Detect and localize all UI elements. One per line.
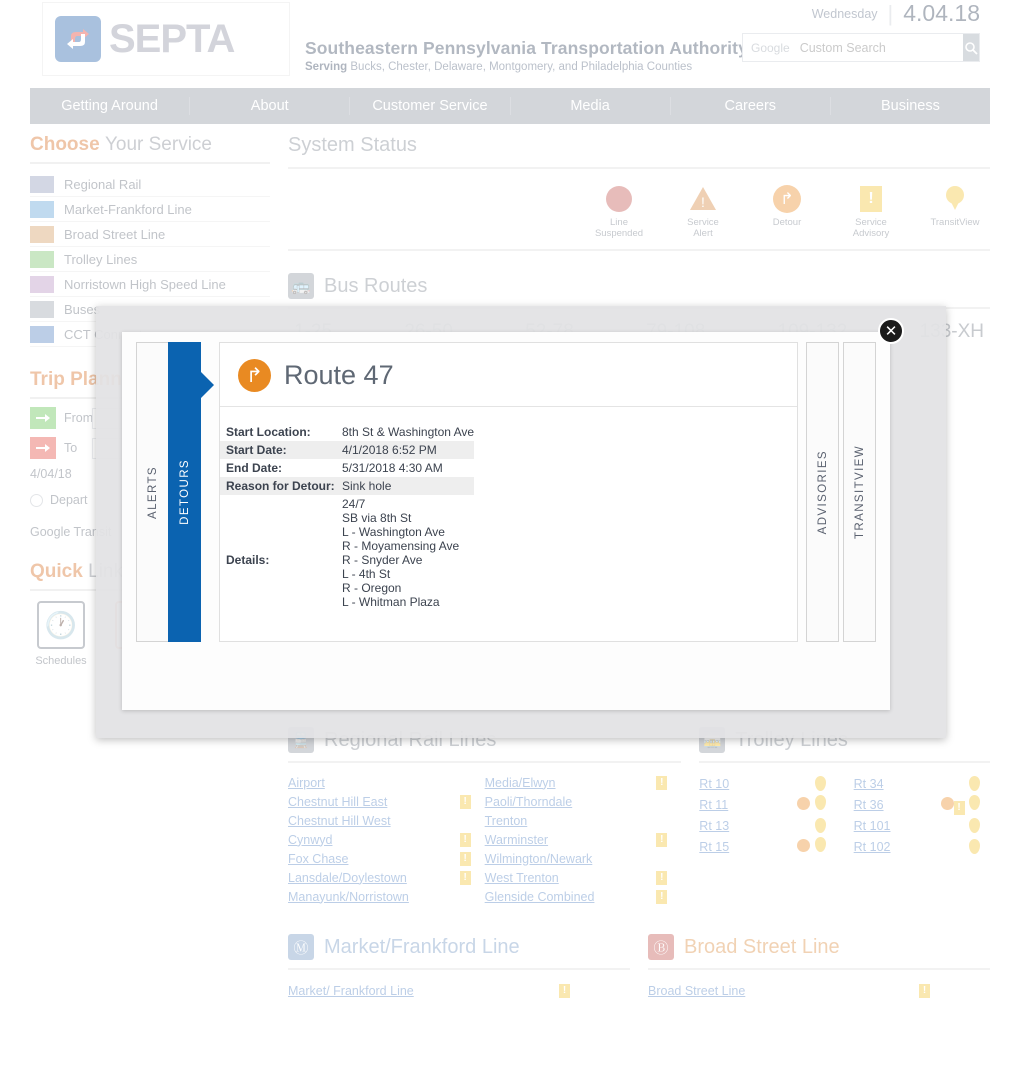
field-value: 8th St & Washington Ave: [342, 425, 475, 439]
route-header: [220, 359, 797, 407]
tab-advisories-label: ADVISORIES: [816, 449, 829, 535]
field-end-date: [220, 459, 797, 477]
detail-line: R - Snyder Ave: [342, 553, 423, 567]
tab-alerts[interactable]: [136, 342, 169, 642]
field-value: 5/31/2018 4:30 AM: [342, 461, 443, 475]
field-value: Sink hole: [338, 477, 474, 495]
detour-icon: ↱: [238, 359, 271, 392]
field-details: [220, 497, 797, 609]
route-title: Route 47: [284, 360, 394, 390]
field-start-date: [220, 441, 797, 459]
modal-body: [136, 342, 876, 642]
detour-fields: [220, 423, 797, 609]
detail-line: L - Whitman Plaza: [342, 595, 440, 609]
close-icon[interactable]: ✕: [878, 318, 904, 344]
field-start-location: [220, 423, 797, 441]
detail-line: R - Moyamensing Ave: [342, 539, 460, 553]
active-tab-pointer: [201, 372, 214, 398]
detail-line: R - Oregon: [342, 581, 402, 595]
detail-line: SB via 8th St: [342, 511, 412, 525]
tab-transitview[interactable]: [843, 342, 876, 642]
tab-transitview-label: TRANSITVIEW: [853, 445, 866, 539]
field-key: Start Location:: [226, 425, 311, 439]
field-reason: [220, 477, 797, 495]
field-key: Start Date:: [220, 441, 338, 459]
detail-line: 24/7: [342, 497, 366, 511]
tab-alerts-label: ALERTS: [146, 465, 159, 519]
route-detail-modal: [96, 306, 946, 738]
field-key: Details:: [226, 553, 270, 567]
field-value: 4/1/2018 6:52 PM: [338, 441, 474, 459]
tab-detours[interactable]: [168, 342, 201, 642]
tab-detours-label: DETOURS: [178, 459, 191, 525]
detail-line: L - Washington Ave: [342, 525, 445, 539]
detour-detail-panel: [219, 342, 798, 642]
modal-inner-panel: [122, 322, 898, 710]
tab-advisories[interactable]: [806, 342, 839, 642]
field-key: End Date:: [226, 461, 283, 475]
field-value: [338, 497, 474, 609]
detail-line: L - 4th St: [342, 567, 391, 581]
field-key: Reason for Detour:: [220, 477, 338, 495]
